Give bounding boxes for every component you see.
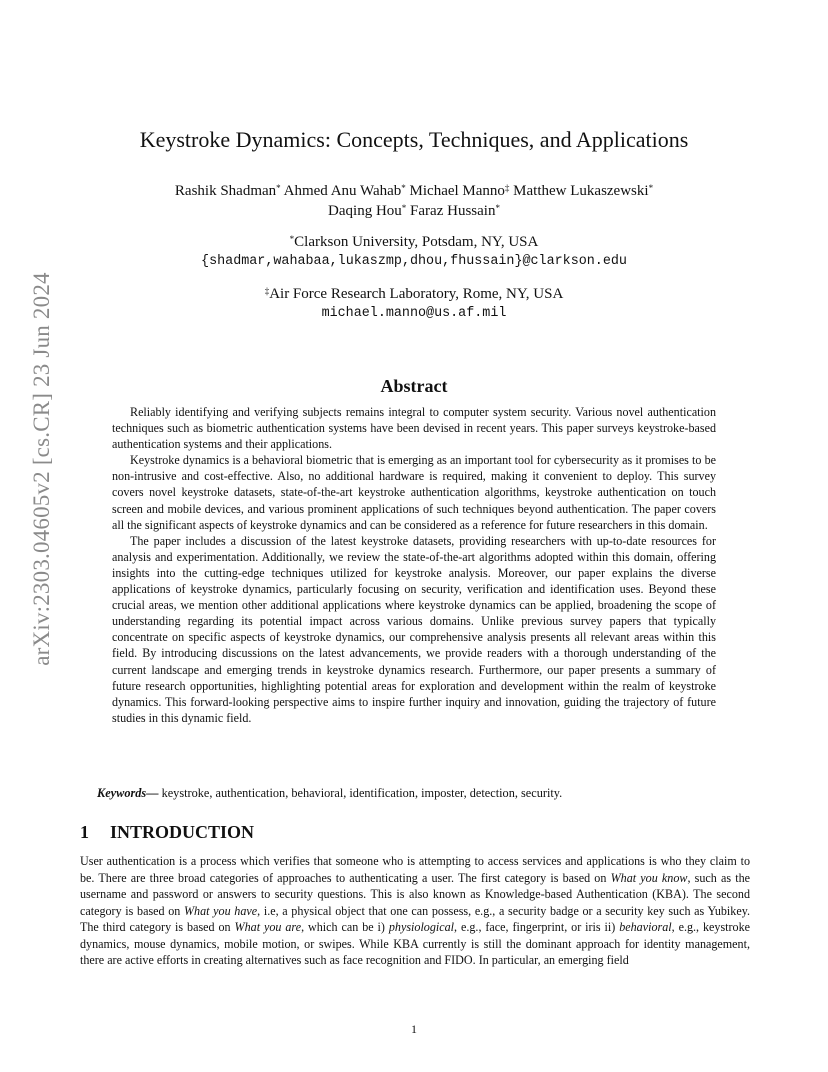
affiliation-name: Air Force Research Laboratory, Rome, NY, USA xyxy=(269,286,564,302)
author-list xyxy=(80,181,748,221)
section-title: INTRODUCTION xyxy=(110,822,255,842)
section-heading xyxy=(80,822,254,843)
page-number: 1 xyxy=(411,1022,417,1036)
abstract-body xyxy=(112,404,716,726)
abstract-paragraph: Keystroke dynamics is a behavioral biometric that is emerging as an important tool for cybersecurity as it promises to be non-intrusive and cost-effective. Also, no additional hardware is required, making it convenient to deploy. This survey covers novel keystroke datasets, state-of-the-art keystroke authentication algorithms, keystroke authentication on touch screen and mobile devices, and various prominent applications of such techniques beyond authentication. The paper covers all the significant aspects of keystroke dynamics and can be considered as a reference for future researchers in this domain. xyxy=(112,453,716,532)
paper-title: Keystroke Dynamics: Concepts, Techniques, and Applications xyxy=(139,127,689,152)
author: Ahmed Anu Wahab* xyxy=(283,183,406,199)
author: Daqing Hou* xyxy=(328,203,407,219)
author: Rashik Shadman* xyxy=(174,183,281,199)
arxiv-identifier-text: arXiv:2303.04605v2 [cs.CR] 23 Jun 2024 xyxy=(29,272,54,666)
author: Faraz Hussain* xyxy=(410,203,500,219)
affiliation-email[interactable]: {shadmar,wahabaa,lukaszmp,dhou,fhussain}@clarkson.edu xyxy=(201,254,627,269)
intro-paragraph: User authentication is a process which verifies that someone who is attempting to access services and applications is who they claim to be. There are three broad categories of approaches to authenticating a user. The first category is based on What you know, such as the username and password or answers to security questions. This is also known as Knowledge-based Authentication (KBA). The second category is based on What you have, i.e, a physical object that one can possess, e.g., a security badge or a security key such as Yubikey. The third category is based on What you are, which can be i) physiological, e.g., face, fingerprint, or iris ii) behavioral, e.g., keystroke dynamics, mouse dynamics, mobile motion, or swipes. While KBA currently is still the dominant approach for identity management, there are active efforts in creating alternatives such as face recognition and FIDO. In particular, an emerging field xyxy=(80,854,751,967)
keywords-list: keystroke, authentication, behavioral, identification, imposter, detection, security. xyxy=(161,786,563,800)
section-number: 1 xyxy=(80,822,89,842)
arxiv-identifier xyxy=(20,272,64,666)
author: Michael Manno‡ xyxy=(409,183,510,199)
affiliation: ‡Air Force Research Laboratory, Rome, NY, USA michael.manno@us.af.mil xyxy=(80,285,748,323)
affiliation-name: Clarkson University, Potsdam, NY, USA xyxy=(294,234,539,250)
abstract-heading: Abstract xyxy=(380,376,448,396)
affiliation-email[interactable]: michael.manno@us.af.mil xyxy=(321,306,507,321)
affiliation: *Clarkson University, Potsdam, NY, USA {shadmar,wahabaa,lukaszmp,dhou,fhussain}@clarkson.edu xyxy=(80,233,748,271)
abstract-paragraph: The paper includes a discussion of the latest keystroke datasets, providing researchers with up-to-date resources for analysis and experimentation. Additionally, we review the state-of-the-art algorithms adopted within this domain, offering insights into the cutting-edge techniques utilized for keystroke analysis. Moreover, our paper explains the diverse applications of keystroke dynamics, particularly focusing on security, verification and identification uses. Beyond these crucial areas, we mention other additional applications where keystroke dynamics can be applied, broadening the scope of understanding regarding its potential impact across various domains. Unlike previous survey papers that typically concentrate on specific aspects of keystroke dynamics, our comprehensive analysis presents all relevant areas within this field. By introducing discussions on the latest advancements, we provide readers with a thorough understanding of the current landscape and emerging trends in keystroke dynamics research. Furthermore, our paper presents a summary of future research opportunities, highlighting potential areas for exploration and development within the realm of keystroke dynamics. This forward-looking perspective aims to inspire further inquiry and innovation, guiding the trajectory of future studies in this dynamic field. xyxy=(112,533,716,725)
abstract-paragraph: Reliably identifying and verifying subjects remains integral to computer system security. Various novel authentication techniques such as biometric authentication systems have been devised in recent years. This paper surveys keystroke-based authentication systems and their applications. xyxy=(112,405,716,452)
author: Matthew Lukaszewski* xyxy=(513,183,654,199)
keywords-label: Keywords— xyxy=(97,786,159,800)
keywords xyxy=(97,785,737,801)
